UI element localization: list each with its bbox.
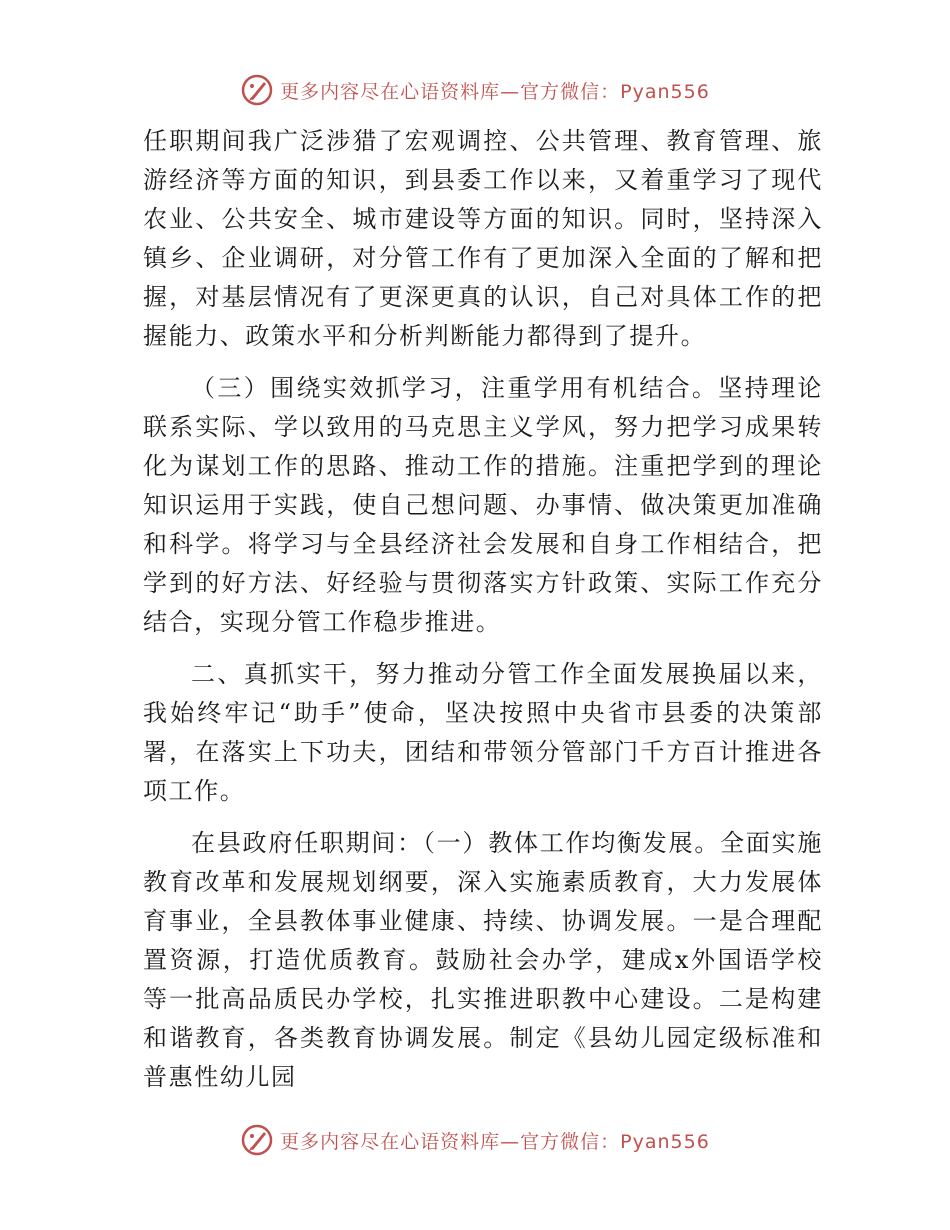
quill-pen-logo-icon xyxy=(240,73,274,107)
banner-text: 更多内容尽在心语资料库—官方微信：Pyan556 xyxy=(280,1130,710,1153)
footer-banner xyxy=(0,1120,950,1160)
paragraph: 在县政府任职期间：（一）教体工作均衡发展。全面实施教育改革和发展规划纲要，深入实施素质教育，大力发展体育事业，全县教体事业健康、持续、协调发展。一是合理配置资源，打造优质教育。鼓励社会办学，建成x外国语学校等一批高品质民办学校，扎实推进职教中心建设。二是构建和谐教育，各类教育协调发展。制定《县幼儿园定级标准和普惠性幼儿园 xyxy=(143,829,823,1091)
document-body xyxy=(143,122,823,1110)
paragraph: 二、真抓实干，努力推动分管工作全面发展换届以来，我始终牢记“助手”使命，坚决按照中央省市县委的决策部署，在落实上下功夫，团结和带领分管部门千方百计推进各项工作。 xyxy=(143,660,823,805)
paragraph: 任职期间我广泛涉猎了宏观调控、公共管理、教育管理、旅游经济等方面的知识，到县委工作以来，又着重学习了现代农业、公共安全、城市建设等方面的知识。同时，坚持深入镇乡、企业调研，对分管工作有了更加深入全面的了解和把握，对基层情况有了更深更真的认识，自己对具体工作的把握能力、政策水平和分析判断能力都得到了提升。 xyxy=(143,127,823,350)
header-banner xyxy=(0,70,950,110)
paragraph: （三）围绕实效抓学习，注重学用有机结合。坚持理论联系实际、学以致用的马克思主义学风，努力把学习成果转化为谋划工作的思路、推动工作的措施。注重把学到的理论知识运用于实践，使自己想问题、办事情、做决策更加准确和科学。将学习与全县经济社会发展和自身工作相结合，把学到的好方法、好经验与贯彻落实方针政策、实际工作充分结合，实现分管工作稳步推进。 xyxy=(143,374,823,636)
banner-text: 更多内容尽在心语资料库—官方微信：Pyan556 xyxy=(280,80,710,103)
quill-pen-logo-icon xyxy=(240,1123,274,1157)
